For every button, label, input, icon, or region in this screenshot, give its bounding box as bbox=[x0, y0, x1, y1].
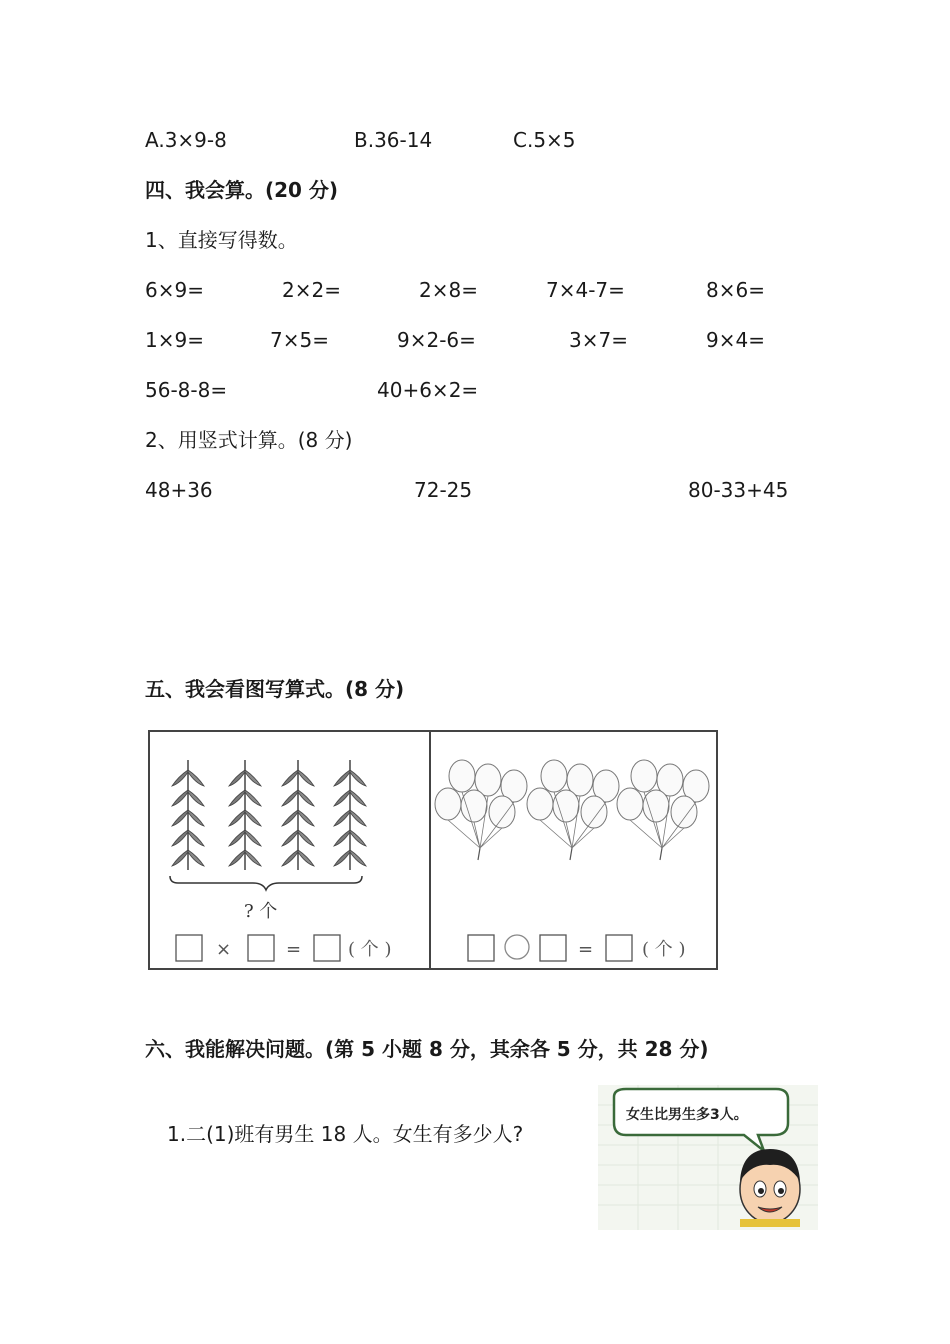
answer-box[interactable] bbox=[314, 935, 340, 961]
answer-box[interactable] bbox=[248, 935, 274, 961]
question-1: 1.二(1)班有男生 18 人。女生有多少人? bbox=[167, 1122, 524, 1146]
calc-item: 9×2-6= bbox=[397, 328, 476, 352]
section4-sub1: 1、直接写得数。 bbox=[145, 228, 298, 252]
unit-label: ( 个 ) bbox=[348, 939, 392, 960]
calc-item: 9×4= bbox=[706, 328, 765, 352]
answer-box[interactable] bbox=[540, 935, 566, 961]
calc-item: 2×2= bbox=[282, 278, 341, 302]
unit-label: ( 个 ) bbox=[642, 939, 686, 960]
answer-box[interactable] bbox=[606, 935, 632, 961]
question-label: ? 个 bbox=[244, 901, 278, 922]
calc-item: 7×4-7= bbox=[546, 278, 625, 302]
section4-heading: 四、我会算。(20 分) bbox=[145, 178, 339, 202]
section5-heading: 五、我会看图写算式。(8 分) bbox=[145, 677, 405, 701]
calc-item: 2×8= bbox=[419, 278, 478, 302]
section6-heading: 六、我能解决问题。(第 5 小题 8 分，其余各 5 分，共 28 分) bbox=[145, 1037, 709, 1061]
calc-item: 6×9= bbox=[145, 278, 204, 302]
answer-box[interactable] bbox=[468, 935, 494, 961]
calc-item: 8×6= bbox=[706, 278, 765, 302]
operator-circle[interactable] bbox=[505, 935, 529, 959]
section4-sub2: 2、用竖式计算。(8 分) bbox=[145, 428, 353, 452]
speech-illustration bbox=[598, 1085, 818, 1230]
option-c: C.5×5 bbox=[513, 128, 576, 152]
picture-problem-figure bbox=[148, 730, 718, 970]
vertical-calc-item: 72-25 bbox=[414, 478, 473, 502]
times-sign: × bbox=[216, 939, 232, 960]
equals-sign: = bbox=[578, 939, 594, 960]
option-b: B.36-14 bbox=[354, 128, 433, 152]
answer-box[interactable] bbox=[176, 935, 202, 961]
calc-item: 3×7= bbox=[569, 328, 628, 352]
vertical-calc-item: 48+36 bbox=[145, 478, 213, 502]
calc-item: 1×9= bbox=[145, 328, 204, 352]
vertical-calc-item: 80-33+45 bbox=[688, 478, 789, 502]
equals-sign: = bbox=[286, 939, 302, 960]
calc-item: 40+6×2= bbox=[377, 378, 479, 402]
option-a: A.3×9-8 bbox=[145, 128, 227, 152]
speech-text: 女生比男生多3人。 bbox=[626, 1107, 748, 1123]
calc-item: 56-8-8= bbox=[145, 378, 228, 402]
calc-item: 7×5= bbox=[270, 328, 329, 352]
